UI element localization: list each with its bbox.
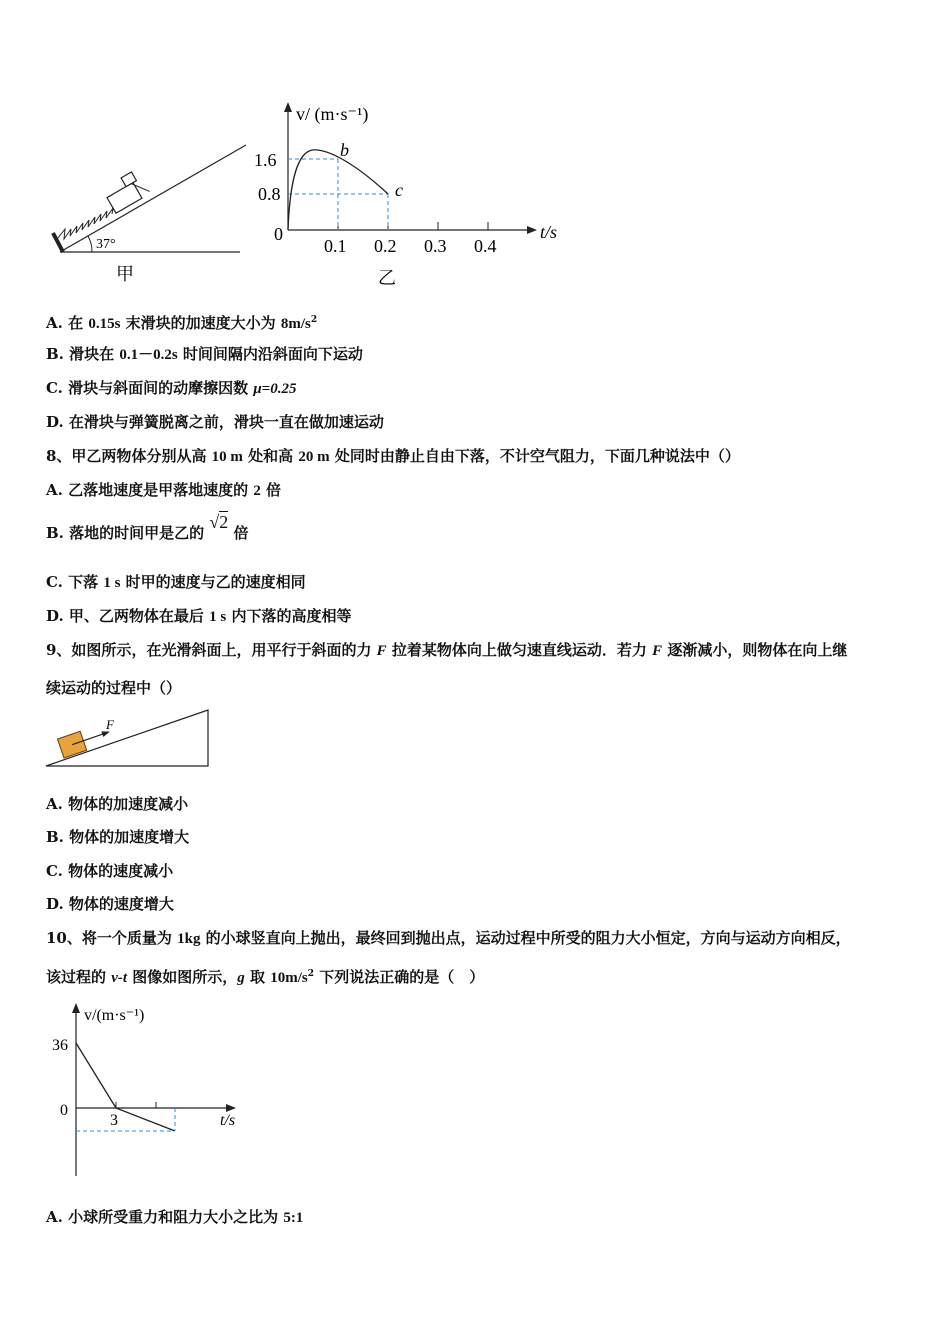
q8-option-b-text: B. 落地的时间甲是乙的 [46,524,205,542]
q10-stem-2: 的小球竖直向上抛出，最终回到抛出点，运动过程中所受的阻力大小恒定，方向与运动方向相反， [200,929,851,947]
q8-option-d [46,606,351,627]
q8-option-c-post: 时甲的速度与乙的速度相同 [120,573,306,591]
y-axis-arrow [72,1003,80,1013]
q10-stem-line-1 [46,928,851,949]
x-tick-3: 3 [110,1112,118,1129]
q7-option-b-post: 时间间隔内沿斜面向下运动 [177,345,363,363]
caption-yi: 乙 [378,268,396,288]
q8-height-2: 20 m [298,449,330,465]
q10-stem-line-2 [46,964,484,988]
sqrt-expression: √2 [209,512,229,532]
q10-g: g [237,970,245,986]
q7-option-c-value: μ=0.25 [253,381,297,397]
q9-force-1: F [376,643,387,659]
y-tick-36: 36 [52,1037,68,1054]
q9-stem-2: 拉着某物体向上做匀速直线运动．若力 [386,641,653,659]
spring [58,208,113,239]
q7-option-a-sup: 2 [310,315,318,325]
q7-option-b-interval: 0.1－0.2s [119,347,178,363]
wall-bar [53,233,63,252]
q8-option-b [46,512,249,543]
q8-stem-3: 处同时由静止自由下落，不计空气阻力，下面几种说法中（） [329,447,740,465]
q10-stem-1: 10、将一个质量为 [46,929,178,947]
angle-label: 37° [96,237,116,252]
y-tick-1-6: 1.6 [254,150,277,170]
q9-option-a [46,794,188,814]
x-axis-arrow [527,226,537,234]
q8-stem [46,446,740,467]
q7-option-a-time: 0.15s [88,316,121,332]
x-tick-0-3: 0.3 [424,236,447,256]
q9-option-a-text: A. 物体的加速度减小 [46,795,189,813]
q8-height-1: 10 m [211,449,243,465]
x-axis-label: t/s [220,1112,236,1129]
x-axis-arrow [226,1104,236,1112]
q9-option-b [46,827,189,847]
point-b-label: b [340,140,349,160]
slider-block [102,169,151,213]
q10-option-a-value: 5:1 [283,1210,304,1226]
figure-q9-incline [44,708,214,770]
figure-jia [40,135,255,295]
x-tick-0-2: 0.2 [374,236,397,256]
origin-label: 0 [274,224,283,244]
sqrt-radicand: 2 [219,512,229,532]
x-axis-label: t/s [540,222,558,242]
q10-vt: v-t [111,970,128,986]
q8-option-d-post: 内下落的高度相等 [226,607,352,625]
q10-stem-6: 下列说法正确的是（ ） [314,968,485,986]
q9-option-c-text: C. 物体的速度减小 [46,862,174,880]
q8-stem-2: 处和高 [242,447,299,465]
q10-g-value: 10m/s [270,970,308,986]
q8-option-b-post: 倍 [233,524,249,542]
q7-option-d-text: D. 在滑块与弹簧脱离之前，滑块一直在做加速运动 [46,413,384,431]
q9-stem-line-2 [46,678,181,698]
q10-stem-5: 取 [244,968,271,986]
q7-option-c [46,378,296,399]
caption-jia: 甲 [116,264,134,284]
y-axis-arrow [284,102,292,112]
q8-stem-1: 8、甲乙两物体分别从高 [46,447,212,465]
q8-option-a-post: 倍 [260,481,282,499]
q9-option-d [46,894,174,914]
velocity-line-up [76,1043,116,1108]
q8-option-c-value: 1 s [103,575,121,591]
q7-option-a [46,310,317,334]
q7-option-a-mid: 末滑块的加速度大小为 [120,314,281,332]
point-c-label: c [395,180,403,200]
q9-option-b-text: B. 物体的加速度增大 [46,828,190,846]
q10-stem-4: 图像如图所示， [127,968,238,986]
q7-option-a-value: 8m/s [280,316,311,332]
q8-option-a-value: 2 [253,483,261,499]
y-tick-0-8: 0.8 [258,184,281,204]
force-label-f: F [106,717,114,732]
q8-option-c [46,572,306,593]
q10-mass: 1kg [177,931,201,947]
q9-stem-line-1 [46,640,847,661]
q9-force-2: F [652,643,663,659]
q8-option-a [46,480,281,501]
q8-option-d-value: 1 s [209,609,227,625]
q9-stem-1: 9、如图所示，在光滑斜面上，用平行于斜面的力 [46,641,377,659]
q10-option-a [46,1207,303,1228]
figure-q10-vt-graph [44,998,254,1183]
x-tick-0-4: 0.4 [474,236,497,256]
q7-option-d [46,412,384,432]
angle-arc [88,236,92,252]
velocity-line-down [116,1108,175,1131]
y-axis-label: v/(m·s⁻¹) [84,1007,145,1024]
figure-yi-graph [250,98,580,293]
q7-option-b-text: B. 滑块在 [46,345,120,363]
q7-option-b [46,344,363,365]
q8-option-d-text: D. 甲、乙两物体在最后 [46,607,210,625]
incline-slope [60,145,246,252]
q9-stem-4: 续运动的过程中（） [46,679,182,697]
q10-option-a-text: A. 小球所受重力和阻力大小之比为 [46,1208,284,1226]
q9-option-d-text: D. 物体的速度增大 [46,895,174,913]
q8-option-a-text: A. 乙落地速度是甲落地速度的 [46,481,254,499]
q9-option-c [46,861,173,881]
q9-stem-3: 逐渐减小，则物体在向上继 [662,641,848,659]
q8-option-c-text: C. 下落 [46,573,104,591]
q7-option-a-text: A. 在 [46,314,89,332]
q10-stem-3: 该过程的 [46,968,112,986]
q10-g-sup: 2 [307,969,315,979]
y-axis-label: v/ (m·s⁻¹) [296,104,369,124]
x-tick-0-1: 0.1 [324,236,347,256]
q7-option-c-text: C. 滑块与斜面间的动摩擦因数 [46,379,254,397]
origin-label: 0 [60,1102,68,1119]
